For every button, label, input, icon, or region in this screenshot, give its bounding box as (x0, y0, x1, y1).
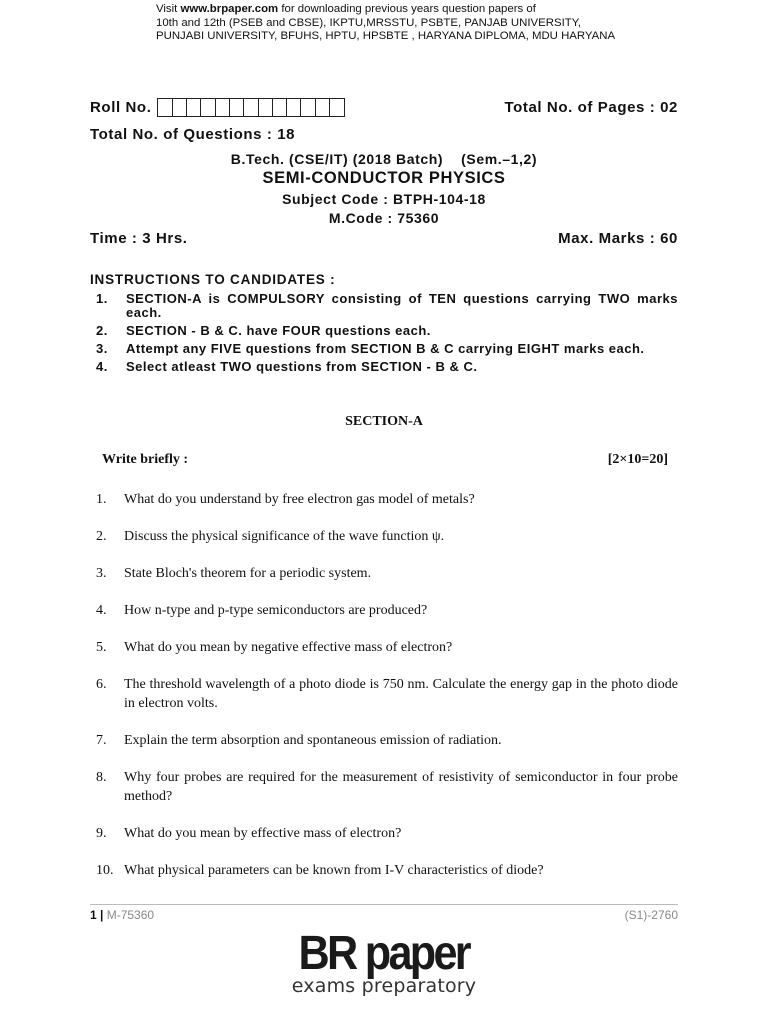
instruction-item (96, 342, 678, 356)
question-number: 7. (96, 733, 107, 748)
roll-box[interactable] (173, 99, 187, 116)
instructions-list (96, 292, 678, 378)
roll-number (90, 98, 345, 117)
time-allowed: Time : 3 Hrs. (90, 230, 188, 247)
question-number: 1. (96, 492, 107, 507)
question-item (96, 675, 678, 713)
instruction-number: 1. (96, 291, 108, 306)
question-item (96, 768, 678, 806)
question-number: 2. (96, 529, 107, 544)
question-number: 10. (96, 863, 114, 878)
page-footer (90, 908, 678, 922)
roll-box[interactable] (273, 99, 287, 116)
question-number: 4. (96, 603, 107, 618)
question-text: Discuss the physical significance of the wave function ψ. (124, 529, 445, 544)
roll-box[interactable] (158, 99, 172, 116)
question-item (96, 861, 678, 880)
write-briefly-row (102, 452, 668, 468)
question-text: What do you understand by free electron gas model of metals? (124, 492, 475, 507)
section-a-marks: [2×10=20] (607, 452, 668, 467)
roll-number-boxes (157, 98, 345, 117)
question-item (96, 564, 678, 583)
instruction-item (96, 360, 678, 374)
question-text: The threshold wavelength of a photo diode is 750 nm. Calculate the energy gap in the photo diode in electron volts. (124, 677, 678, 711)
question-item (96, 824, 678, 843)
total-pages: Total No. of Pages : 02 (504, 99, 678, 116)
roll-row (90, 98, 678, 117)
question-number: 8. (96, 770, 107, 785)
instruction-text: SECTION - B & C. have FOUR questions each. (126, 323, 431, 338)
question-item (96, 527, 678, 546)
roll-box[interactable] (201, 99, 215, 116)
course-line: B.Tech. (CSE/IT) (2018 Batch) (Sem.–1,2) (230, 151, 538, 167)
question-number: 5. (96, 640, 107, 655)
roll-box[interactable] (230, 99, 244, 116)
question-item (96, 638, 678, 657)
question-number: 9. (96, 826, 107, 841)
max-marks: Max. Marks : 60 (558, 230, 678, 247)
instruction-number: 2. (96, 323, 108, 338)
roll-box[interactable] (259, 99, 273, 116)
roll-label: Roll No. (90, 99, 152, 116)
notice-line-3: PUNJABI UNIVERSITY, BFUHS, HPTU, HPSBTE , HARYANA DIPLOMA, MDU HARYANA (156, 30, 616, 42)
subject-code: Subject Code : BTPH-104-18 (282, 191, 486, 207)
notice-line-2: 10th and 12th (PSEB and CBSE), IKPTU,MRSSTU, PSBTE, PANJAB UNIVERSITY, (156, 16, 581, 29)
question-item (96, 601, 678, 620)
question-text: What physical parameters can be known from I-V characteristics of diode? (124, 863, 544, 878)
roll-box[interactable] (287, 99, 301, 116)
roll-box[interactable] (330, 99, 344, 116)
roll-box[interactable] (316, 99, 330, 116)
brpaper-logo (0, 927, 768, 997)
question-text: How n-type and p-type semiconductors are produced? (124, 603, 428, 618)
question-number: 3. (96, 566, 107, 581)
m-code: M.Code : 75360 (328, 210, 440, 226)
logo-main-text: BR paper (298, 927, 470, 980)
footer-code: M-75360 (103, 908, 155, 922)
question-text: Why four probes are required for the measurement of resistivity of semiconductor in four probe method? (124, 770, 678, 804)
footer-left (90, 908, 154, 922)
question-text: What do you mean by effective mass of electron? (124, 826, 402, 841)
top-notice (156, 3, 716, 44)
roll-box[interactable] (216, 99, 230, 116)
time-marks-row (90, 230, 678, 247)
instructions-title: INSTRUCTIONS TO CANDIDATES : (90, 272, 336, 287)
instruction-number: 3. (96, 341, 108, 356)
instruction-text: Attempt any FIVE questions from SECTION B & C carrying EIGHT marks each. (126, 341, 645, 356)
section-a-questions (96, 490, 678, 898)
notice-line-1: Visit www.brpaper.com for downloading previous years question papers of (156, 3, 536, 15)
question-text: State Bloch's theorem for a periodic system. (124, 566, 372, 581)
question-item (96, 490, 678, 509)
instruction-item (96, 292, 678, 320)
question-number: 6. (96, 677, 107, 692)
question-item (96, 731, 678, 750)
question-text: What do you mean by negative effective mass of electron? (124, 640, 453, 655)
total-questions: Total No. of Questions : 18 (90, 126, 296, 143)
footer-right: (S1)-2760 (624, 908, 678, 922)
instruction-item (96, 324, 678, 338)
question-text: Explain the term absorption and spontaneous emission of radiation. (124, 733, 502, 748)
instruction-text: Select atleast TWO questions from SECTION - B & C. (126, 359, 478, 374)
paper-title: SEMI-CONDUCTOR PHYSICS (262, 169, 506, 187)
instruction-text: SECTION-A is COMPULSORY consisting of TEN questions carrying TWO marks each. (126, 291, 678, 320)
instruction-number: 4. (96, 359, 108, 374)
page-number: 1 | (90, 908, 104, 922)
logo-tagline: exams preparatory (291, 975, 477, 997)
footer-divider (90, 904, 678, 905)
roll-box[interactable] (187, 99, 201, 116)
roll-box[interactable] (244, 99, 258, 116)
section-a-title: SECTION-A (345, 414, 423, 429)
write-briefly-label: Write briefly : (102, 452, 189, 467)
roll-box[interactable] (301, 99, 315, 116)
questions-row (90, 126, 678, 143)
site-link[interactable]: www.brpaper.com (180, 3, 279, 15)
